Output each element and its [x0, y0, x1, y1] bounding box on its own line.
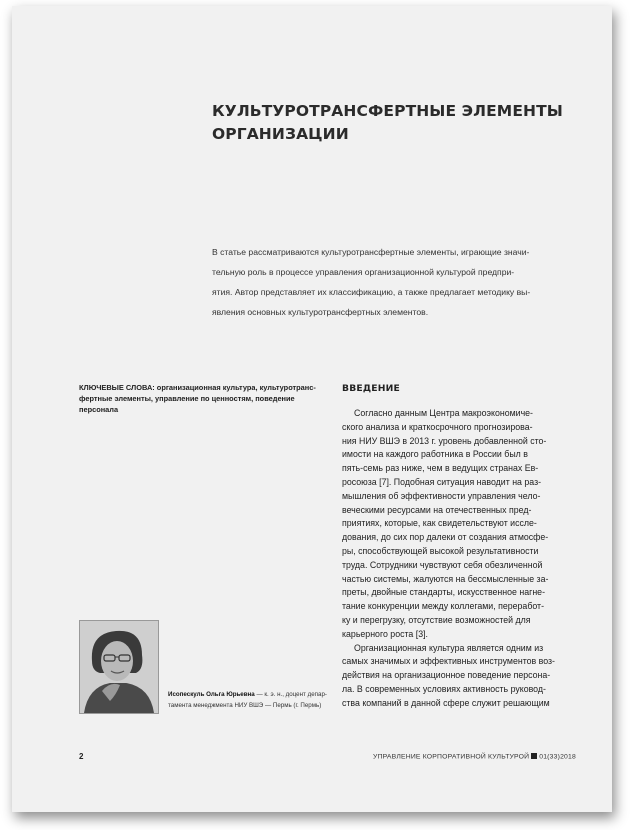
- body-line: ры, способствующей высокой результативности: [342, 545, 539, 556]
- abstract-line: ятия. Автор представляет их классификацию, а также предлагает методику вы-: [212, 287, 531, 297]
- keywords-line: КЛЮЧЕВЫЕ СЛОВА: организационная культура, культуротранс-: [79, 383, 316, 392]
- author-photo: [79, 620, 159, 714]
- running-footer: [373, 753, 576, 761]
- body-line: Организационная культура является одним из: [354, 642, 544, 653]
- body-line: ку и перегрузку, отсутствие возможностей для: [342, 614, 531, 625]
- body-line: самых значимых и эффективных инструментов воз-: [342, 656, 555, 667]
- keywords-line: фертные элементы, управление по ценностям, поведение: [79, 394, 295, 403]
- article-title: [212, 100, 572, 146]
- body-line: пять-семь раз ниже, чем в ведущих странах Ев-: [342, 463, 539, 474]
- body-line: труда. Сотрудники чувствуют себя обезличенной: [342, 559, 543, 570]
- body-line: дования, до сих пор далеки от создания атмосфе-: [342, 532, 549, 543]
- body-line: ского анализа и краткосрочного прогнозирова-: [342, 421, 533, 432]
- page-number: 2: [79, 752, 84, 761]
- author-affiliation: тамента менеджмента НИУ ВШЭ — Пермь (г. Пермь): [168, 702, 322, 709]
- abstract-line: В статье рассматриваются культуротрансфертные элементы, играющие значи-: [212, 247, 530, 257]
- section-heading: ВВЕДЕНИЕ: [342, 383, 400, 394]
- body-line: преты, двойные стандарты, искусственное нагне-: [342, 587, 546, 598]
- author-info: [168, 689, 338, 711]
- body-line: карьерного роста [3].: [342, 628, 428, 639]
- body-text: [342, 407, 592, 711]
- body-line: ния НИУ ВШЭ в 2013 г. уровень добавленной сто-: [342, 435, 547, 446]
- square-bullet-icon: [531, 753, 537, 759]
- journal-name: УПРАВЛЕНИЕ КОРПОРАТИВНОЙ КУЛЬТУРОЙ: [373, 753, 530, 761]
- body-line: веческими ресурсами на отечественных пред-: [342, 504, 532, 515]
- body-line: ства компаний в данной сфере служит решающим: [342, 697, 550, 708]
- keywords: [79, 382, 319, 415]
- body-line: действия на организационное поведение персона-: [342, 670, 551, 681]
- keywords-line: персонала: [79, 405, 119, 414]
- body-line: Согласно данным Центра макроэкономиче-: [354, 408, 533, 418]
- body-line: росоюза [7]. Подобная ситуация наводит на раз-: [342, 476, 542, 487]
- title-line: КУЛЬТУРОТРАНСФЕРТНЫЕ ЭЛЕМЕНТЫ: [212, 102, 563, 120]
- author-name: Исопескуль Ольга Юрьевна: [168, 691, 255, 698]
- body-line: ла. В современных условиях активность руковод-: [342, 683, 546, 694]
- document-page: [12, 6, 612, 812]
- issue-number: 01(33)2018: [539, 753, 576, 761]
- article-abstract: [212, 242, 590, 322]
- title-line: ОРГАНИЗАЦИИ: [212, 125, 349, 143]
- abstract-line: тельную роль в процессе управления организационной культурой предпри-: [212, 267, 515, 277]
- body-line: имости на каждого работника в России был в: [342, 449, 528, 460]
- abstract-line: явления основных культуротрансфертных элементов.: [212, 307, 429, 317]
- body-line: тание конкуренции между коллегами, переработ-: [342, 601, 545, 612]
- author-portrait-image: [80, 621, 158, 713]
- body-line: мышления об эффективности управления чело-: [342, 490, 541, 501]
- author-credentials: — к. э. н., доцент депар-: [254, 691, 327, 698]
- body-line: приятиях, которые, как свидетельствуют иссле-: [342, 518, 537, 529]
- body-line: частью системы, жалуются на бессмысленные за-: [342, 573, 549, 584]
